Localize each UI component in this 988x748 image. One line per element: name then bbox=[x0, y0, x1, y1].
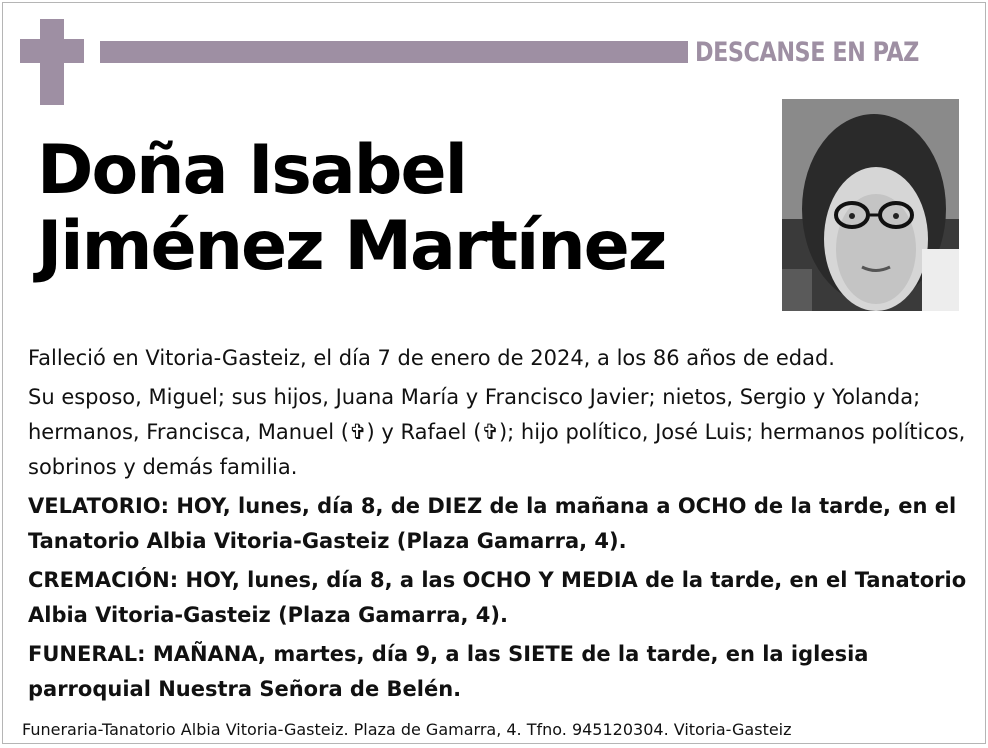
cremacion-info: CREMACIÓN: HOY, lunes, día 8, a las OCHO Y MEDIA de la tarde, en el Tanatorio Albia Vitoria-Gasteiz (Plaza Gamarra, 4). bbox=[28, 568, 967, 627]
velatorio-info: VELATORIO: HOY, lunes, día 8, de DIEZ de la mañana a OCHO de la tarde, en el Tanatorio Albia Vitoria-Gasteiz (Plaza Gamarra, 4). bbox=[28, 494, 957, 553]
header-rule bbox=[100, 41, 688, 63]
funeral-info: FUNERAL: MAÑANA, martes, día 9, a las SIETE de la tarde, en la iglesia parroquial Nuestra Señora de Belén. bbox=[28, 642, 869, 701]
obituary-notice bbox=[2, 2, 986, 744]
header-title: DESCANSE EN PAZ bbox=[695, 37, 919, 68]
funeral-home-footer: Funeraria-Tanatorio Albia Vitoria-Gasteiz. Plaza de Gamarra, 4. Tfno. 945120304. Vitoria-Gasteiz bbox=[22, 720, 792, 739]
deceased-name bbox=[37, 133, 665, 285]
family-list: Su esposo, Miguel; sus hijos, Juana María y Francisco Javier; nietos, Sergio y Yolanda; hermanos, Francisca, Manuel (✞) y Rafael (✞); hijo político, José Luis; hermanos políticos, sobrinos y demás familia. bbox=[28, 385, 966, 479]
death-notice: Falleció en Vitoria-Gasteiz, el día 7 de enero de 2024, a los 86 años de edad. bbox=[28, 346, 835, 370]
portrait-photo bbox=[782, 99, 959, 311]
cross-icon-bar bbox=[20, 39, 84, 63]
name-line-1: Doña Isabel bbox=[37, 131, 466, 210]
name-line-2: Jiménez Martínez bbox=[37, 207, 666, 286]
notice-body bbox=[28, 341, 968, 711]
